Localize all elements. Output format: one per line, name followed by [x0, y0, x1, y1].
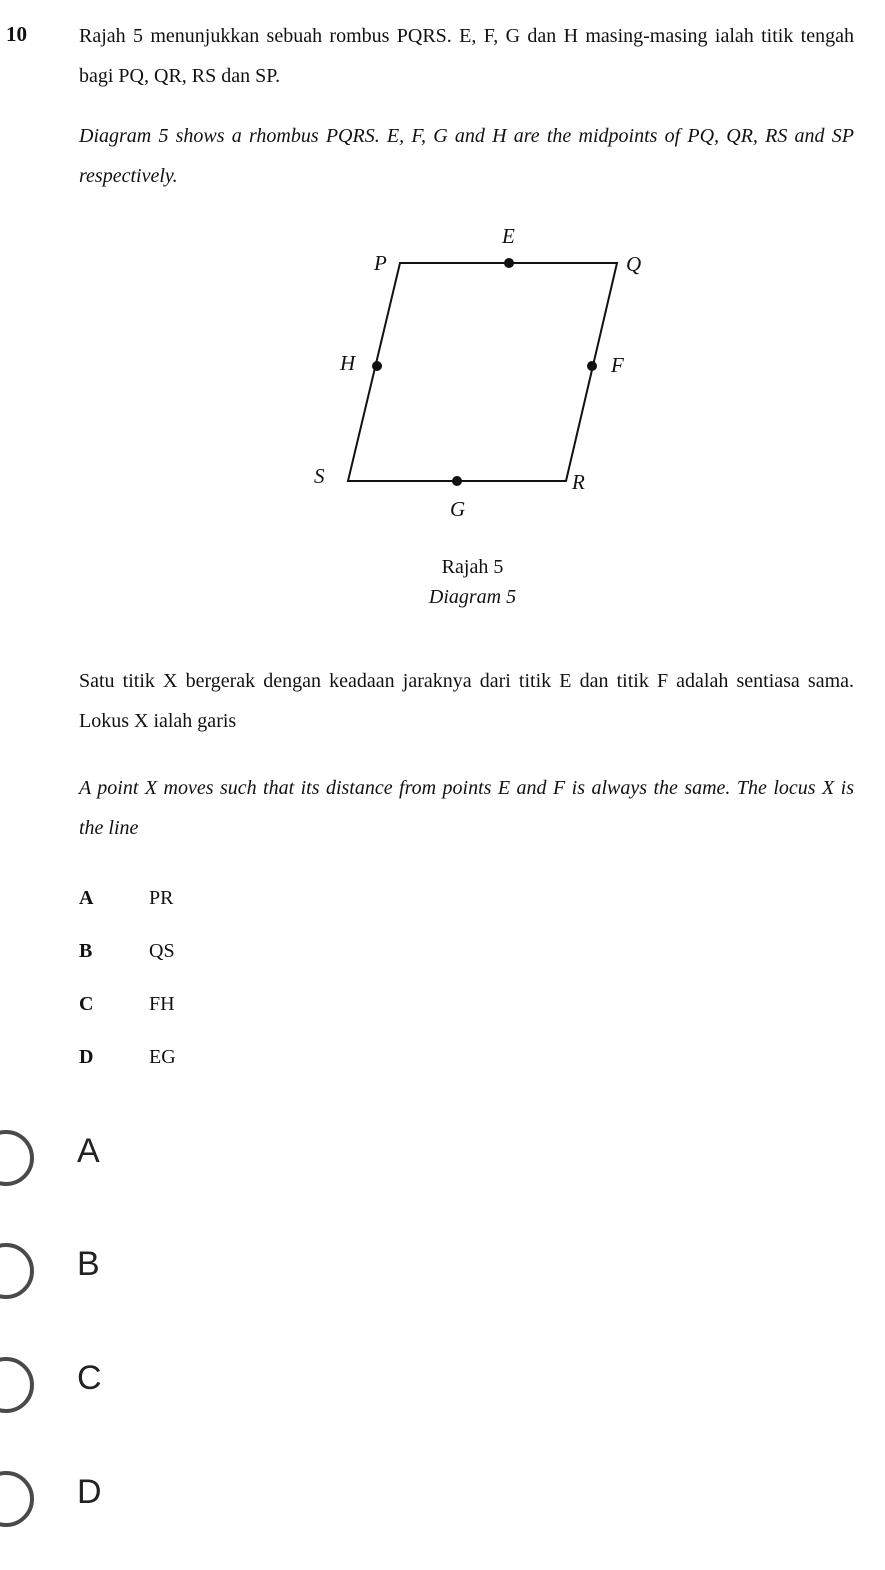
choice-a[interactable] — [0, 1122, 400, 1192]
option-row — [79, 993, 175, 1016]
option-text: EG — [149, 1046, 176, 1068]
option-text: PR — [149, 887, 174, 909]
label-s: S — [314, 464, 325, 488]
midpoint-f — [587, 361, 597, 371]
option-letter: D — [79, 1046, 94, 1068]
choice-label[interactable]: A — [77, 1132, 100, 1170]
choice-label[interactable]: B — [77, 1245, 100, 1283]
question-number: 10 — [6, 22, 27, 46]
choice-d[interactable] — [0, 1463, 400, 1533]
option-text: FH — [149, 993, 175, 1015]
label-g: G — [450, 497, 466, 521]
malay-intro: Rajah 5 menunjukkan sebuah rombus PQRS. E, F, G dan H masing-masing ialah titik tengah bagi PQ, QR, RS dan SP. — [79, 25, 854, 87]
option-letter: B — [79, 940, 93, 962]
choice-b[interactable] — [0, 1235, 400, 1305]
label-f: F — [611, 353, 624, 377]
english-question: A point X moves such that its distance from points E and F is always the same. The locus X is the line — [79, 777, 854, 839]
option-text: QS — [149, 940, 175, 962]
radio-button-c[interactable] — [0, 1357, 34, 1413]
option-letter: C — [79, 993, 94, 1015]
midpoint-g — [452, 476, 462, 486]
radio-button-b[interactable] — [0, 1243, 34, 1299]
label-q: Q — [626, 252, 642, 276]
label-h: H — [340, 351, 356, 375]
midpoint-h — [372, 361, 382, 371]
rhombus-diagram — [0, 0, 885, 560]
option-letter: A — [79, 887, 94, 909]
label-p: P — [374, 251, 387, 275]
malay-question: Satu titik X bergerak dengan keadaan jaraknya dari titik E dan titik F adalah sentiasa sama. Lokus X ialah garis — [79, 670, 854, 732]
radio-button-d[interactable] — [0, 1471, 34, 1527]
diagram-caption-english: Diagram 5 — [428, 586, 517, 608]
rhombus-pqrs — [348, 263, 617, 481]
radio-button-a[interactable] — [0, 1130, 34, 1186]
choice-c[interactable] — [0, 1349, 400, 1419]
label-r: R — [572, 470, 585, 494]
choice-label[interactable]: D — [77, 1473, 102, 1511]
option-row — [79, 940, 175, 963]
option-row — [79, 1046, 176, 1069]
english-intro: Diagram 5 shows a rhombus PQRS. E, F, G and H are the midpoints of PQ, QR, RS and SP respectively. — [79, 125, 854, 187]
option-row — [79, 887, 173, 910]
diagram-caption-malay: Rajah 5 — [441, 556, 504, 578]
label-e: E — [502, 224, 515, 248]
midpoint-e — [504, 258, 514, 268]
choice-label[interactable]: C — [77, 1359, 102, 1397]
